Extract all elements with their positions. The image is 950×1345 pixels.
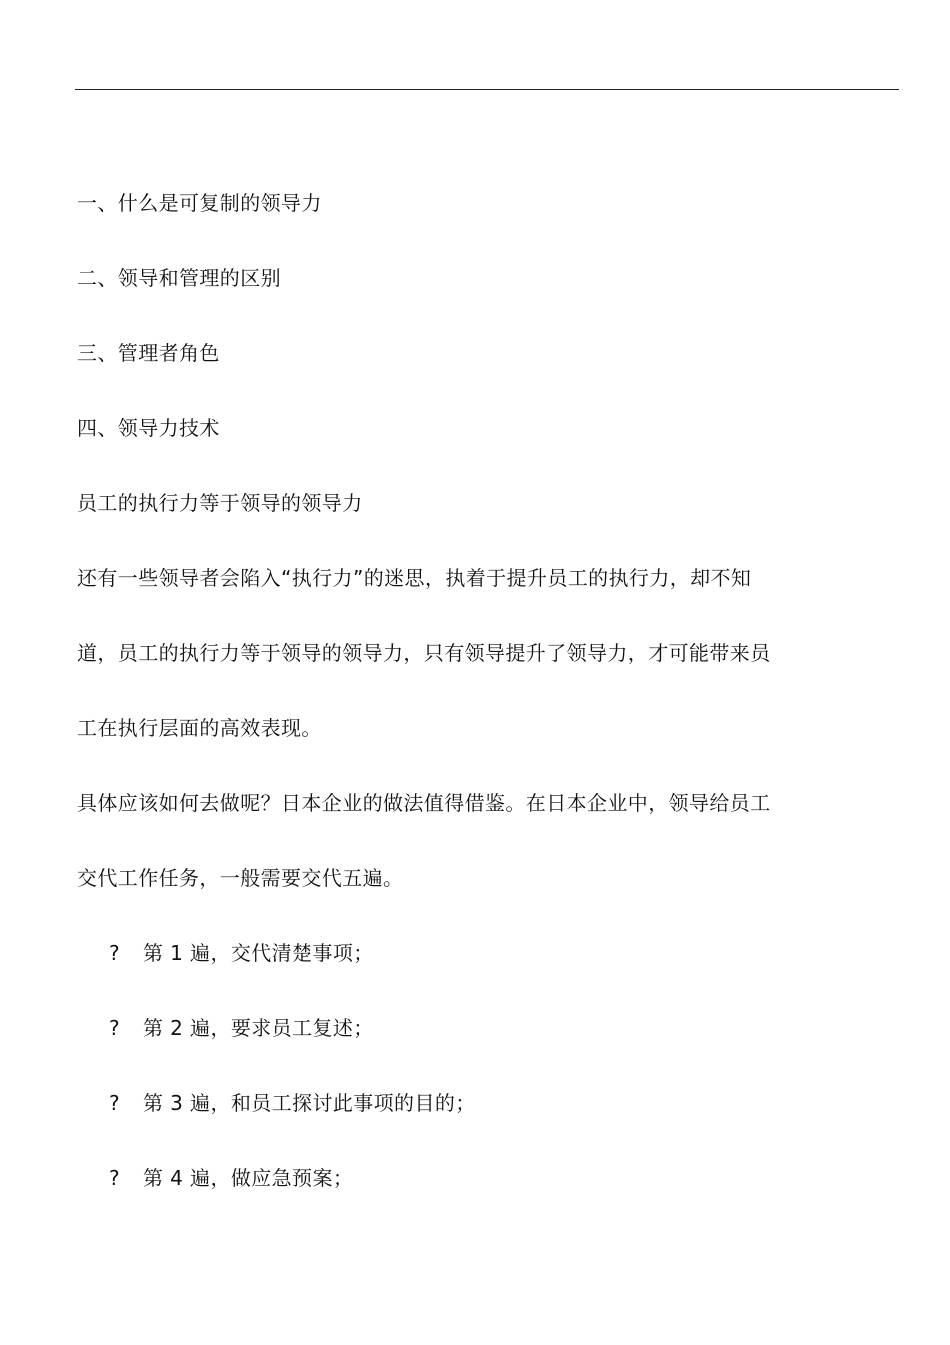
paragraph1-line-3: 工在执行层面的高效表现。: [77, 716, 322, 740]
toc-item-2: 二、领导和管理的区别: [77, 266, 281, 290]
bullet-mark: ?: [109, 1091, 121, 1115]
list-item: [109, 940, 374, 966]
bullet-mark: ?: [109, 1166, 121, 1190]
toc-item-3: 三、管理者角色: [77, 341, 220, 365]
toc-item-1: 一、什么是可复制的领导力: [77, 191, 322, 215]
list-item-text: 第 2 遍，要求员工复述；: [143, 1016, 374, 1040]
section-heading: 员工的执行力等于领导的领导力: [77, 491, 363, 515]
paragraph1-line-1: 还有一些领导者会陷入“执行力”的迷思，执着于提升员工的执行力，却不知: [77, 566, 752, 590]
list-item: [109, 1090, 476, 1116]
list-item: [109, 1165, 353, 1191]
paragraph2-line-1: 具体应该如何去做呢？日本企业的做法值得借鉴。在日本企业中，领导给员工: [77, 791, 771, 815]
list-item-text: 第 4 遍，做应急预案；: [143, 1166, 354, 1190]
paragraph1-line-2: 道，员工的执行力等于领导的领导力，只有领导提升了领导力，才可能带来员: [77, 641, 771, 665]
header-rule: [75, 89, 899, 90]
toc-item-4: 四、领导力技术: [77, 416, 220, 440]
paragraph2-line-2: 交代工作任务，一般需要交代五遍。: [77, 866, 404, 890]
list-item: [109, 1015, 374, 1041]
list-item-text: 第 3 遍，和员工探讨此事项的目的；: [143, 1091, 476, 1115]
list-item-text: 第 1 遍，交代清楚事项；: [143, 941, 374, 965]
bullet-mark: ?: [109, 1016, 121, 1040]
bullet-mark: ?: [109, 941, 121, 965]
